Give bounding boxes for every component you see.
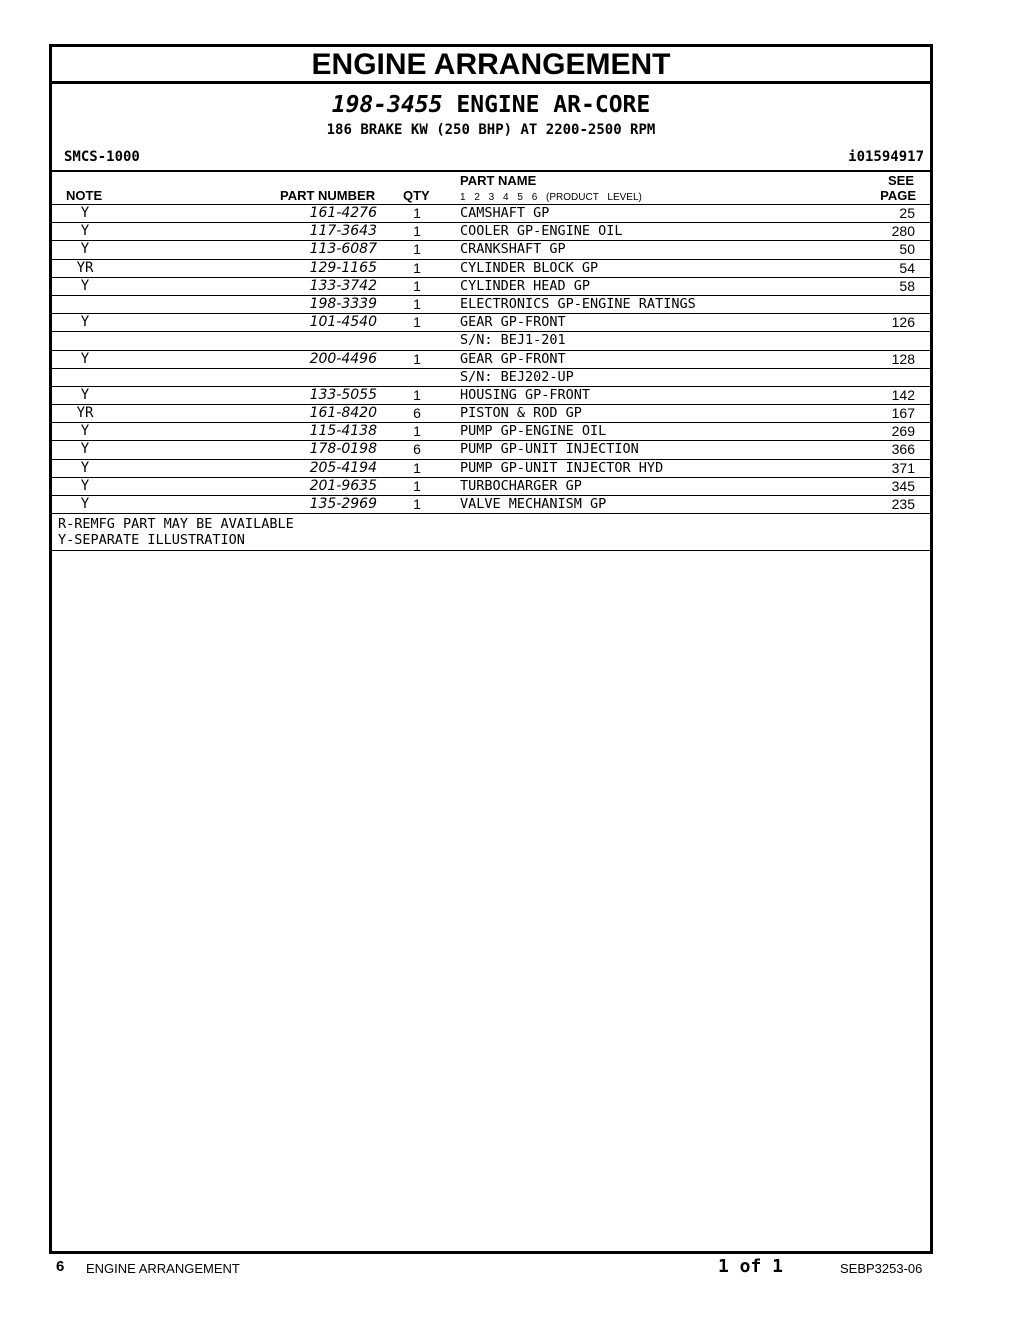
row-qty: 1: [413, 477, 421, 494]
row-part-number: 198-3339: [309, 295, 377, 312]
row-part-name: GEAR GP-FRONT: [460, 314, 566, 331]
table-row: [52, 314, 930, 332]
col-note: NOTE: [66, 188, 103, 203]
legend-notes: [52, 514, 930, 551]
row-part-name: VALVE MECHANISM GP: [460, 496, 607, 512]
column-headers: [52, 172, 930, 205]
row-qty: 1: [413, 423, 421, 440]
row-note: Y: [80, 386, 90, 403]
table-row: [52, 351, 930, 369]
row-see-page: 366: [891, 441, 915, 458]
part-line: [52, 92, 930, 118]
table-row: [52, 387, 930, 405]
col-product-levels: 1 2 3 4 5 6 (PRODUCT LEVEL): [460, 192, 642, 203]
engine-rating: 186 BRAKE KW (250 BHP) AT 2200-2500 RPM: [326, 122, 656, 138]
row-note: Y: [80, 241, 90, 258]
row-note: Y: [80, 314, 90, 331]
row-see-page: 167: [891, 405, 915, 422]
document-frame: [49, 44, 933, 1254]
legend-note: R-REMFG PART MAY BE AVAILABLE: [58, 516, 294, 533]
row-see-page: 142: [891, 386, 915, 403]
row-part-number: 129-1165: [309, 259, 377, 276]
part-header: [52, 84, 930, 172]
col-part-number: PART NUMBER: [280, 188, 376, 203]
row-qty: 1: [413, 459, 421, 476]
footer-page-number: 6: [56, 1258, 65, 1275]
row-note: Y: [80, 459, 90, 476]
row-part-name: CRANKSHAFT GP: [460, 241, 566, 258]
row-note: Y: [80, 223, 90, 240]
row-qty: 6: [413, 441, 421, 458]
row-qty: 1: [413, 350, 421, 367]
row-see-page: 58: [899, 277, 915, 294]
row-note: Y: [80, 277, 90, 294]
row-part-number: 178-0198: [309, 441, 377, 458]
table-row: [52, 223, 930, 241]
row-note: Y: [80, 350, 90, 367]
row-see-page: 25: [899, 205, 915, 221]
row-part-number: 133-5055: [309, 386, 377, 403]
page-title: ENGINE ARRANGEMENT: [52, 47, 930, 84]
table-row: [52, 441, 930, 459]
row-part-name: PISTON & ROD GP: [460, 405, 582, 422]
row-part-number: 115-4138: [309, 423, 377, 440]
page-footer: [0, 1258, 1020, 1282]
row-note: YR: [76, 259, 94, 276]
row-part-number: 135-2969: [309, 496, 377, 512]
row-see-page: 280: [891, 223, 915, 240]
table-row: [52, 405, 930, 423]
row-part-name: TURBOCHARGER GP: [460, 477, 582, 494]
row-see-page: 345: [891, 477, 915, 494]
row-note: YR: [76, 405, 94, 422]
row-part-name: PUMP GP-UNIT INJECTION: [460, 441, 639, 458]
row-part-number: 200-4496: [309, 350, 377, 367]
row-see-page: 50: [899, 241, 915, 258]
row-see-page: 54: [899, 259, 915, 276]
row-see-page: 371: [891, 459, 915, 476]
table-row: [52, 496, 930, 514]
table-row: [52, 205, 930, 223]
row-note: Y: [80, 496, 90, 512]
parts-table: [52, 205, 930, 514]
row-part-name: PUMP GP-UNIT INJECTOR HYD: [460, 459, 664, 476]
table-row: [52, 369, 930, 387]
footer-page-of: 1 of 1: [718, 1256, 784, 1277]
table-row: [52, 241, 930, 259]
row-part-name: ELECTRONICS GP-ENGINE RATINGS: [460, 295, 696, 312]
row-part-name: CAMSHAFT GP: [460, 205, 550, 221]
table-row: [52, 478, 930, 496]
row-part-number: 101-4540: [309, 314, 377, 331]
row-qty: 1: [413, 496, 421, 512]
row-see-page: 126: [891, 314, 915, 331]
row-part-number: 161-4276: [309, 205, 377, 221]
row-part-name: GEAR GP-FRONT: [460, 350, 566, 367]
row-note: Y: [80, 423, 90, 440]
row-part-number: 113-6087: [309, 241, 377, 258]
col-page: PAGE: [880, 188, 916, 203]
footer-section: ENGINE ARRANGEMENT: [86, 1261, 240, 1276]
row-note: Y: [80, 477, 90, 494]
col-qty: QTY: [403, 188, 430, 203]
row-qty: 1: [413, 223, 421, 240]
col-see: SEE: [887, 173, 914, 188]
row-see-page: 128: [891, 350, 915, 367]
row-part-number: 161-8420: [309, 405, 377, 422]
row-part-number: 201-9635: [309, 477, 377, 494]
row-qty: 1: [413, 205, 421, 221]
header-part-name: ENGINE AR-CORE: [456, 92, 651, 118]
table-row: [52, 296, 930, 314]
smcs-code: SMCS-1000: [64, 149, 140, 165]
row-note: Y: [80, 205, 90, 221]
row-part-name: S/N: BEJ1-201: [460, 332, 566, 349]
row-qty: 6: [413, 405, 421, 422]
row-qty: 1: [413, 386, 421, 403]
row-see-page: 269: [891, 423, 915, 440]
row-qty: 1: [413, 277, 421, 294]
illustration-id: i01594917: [848, 149, 924, 165]
row-note: Y: [80, 441, 90, 458]
row-qty: 1: [413, 295, 421, 312]
row-part-name: CYLINDER BLOCK GP: [460, 259, 599, 276]
row-part-name: HOUSING GP-FRONT: [460, 386, 591, 403]
header-part-number: 198-3455: [331, 92, 443, 118]
col-part-name: PART NAME: [460, 173, 537, 188]
row-part-name: COOLER GP-ENGINE OIL: [460, 223, 623, 240]
table-row: [52, 260, 930, 278]
row-part-name: S/N: BEJ202-UP: [460, 368, 574, 385]
row-part-name: PUMP GP-ENGINE OIL: [460, 423, 607, 440]
table-row: [52, 423, 930, 441]
row-see-page: 235: [891, 496, 915, 512]
table-row: [52, 460, 930, 478]
row-part-number: 117-3643: [309, 223, 377, 240]
legend-note: Y-SEPARATE ILLUSTRATION: [58, 531, 245, 548]
row-part-number: 205-4194: [309, 459, 377, 476]
table-row: [52, 332, 930, 350]
row-qty: 1: [413, 259, 421, 276]
row-part-name: CYLINDER HEAD GP: [460, 277, 591, 294]
footer-doc-id: SEBP3253-06: [840, 1261, 923, 1276]
table-row: [52, 278, 930, 296]
row-qty: 1: [413, 314, 421, 331]
row-part-number: 133-3742: [309, 277, 377, 294]
row-qty: 1: [413, 241, 421, 258]
